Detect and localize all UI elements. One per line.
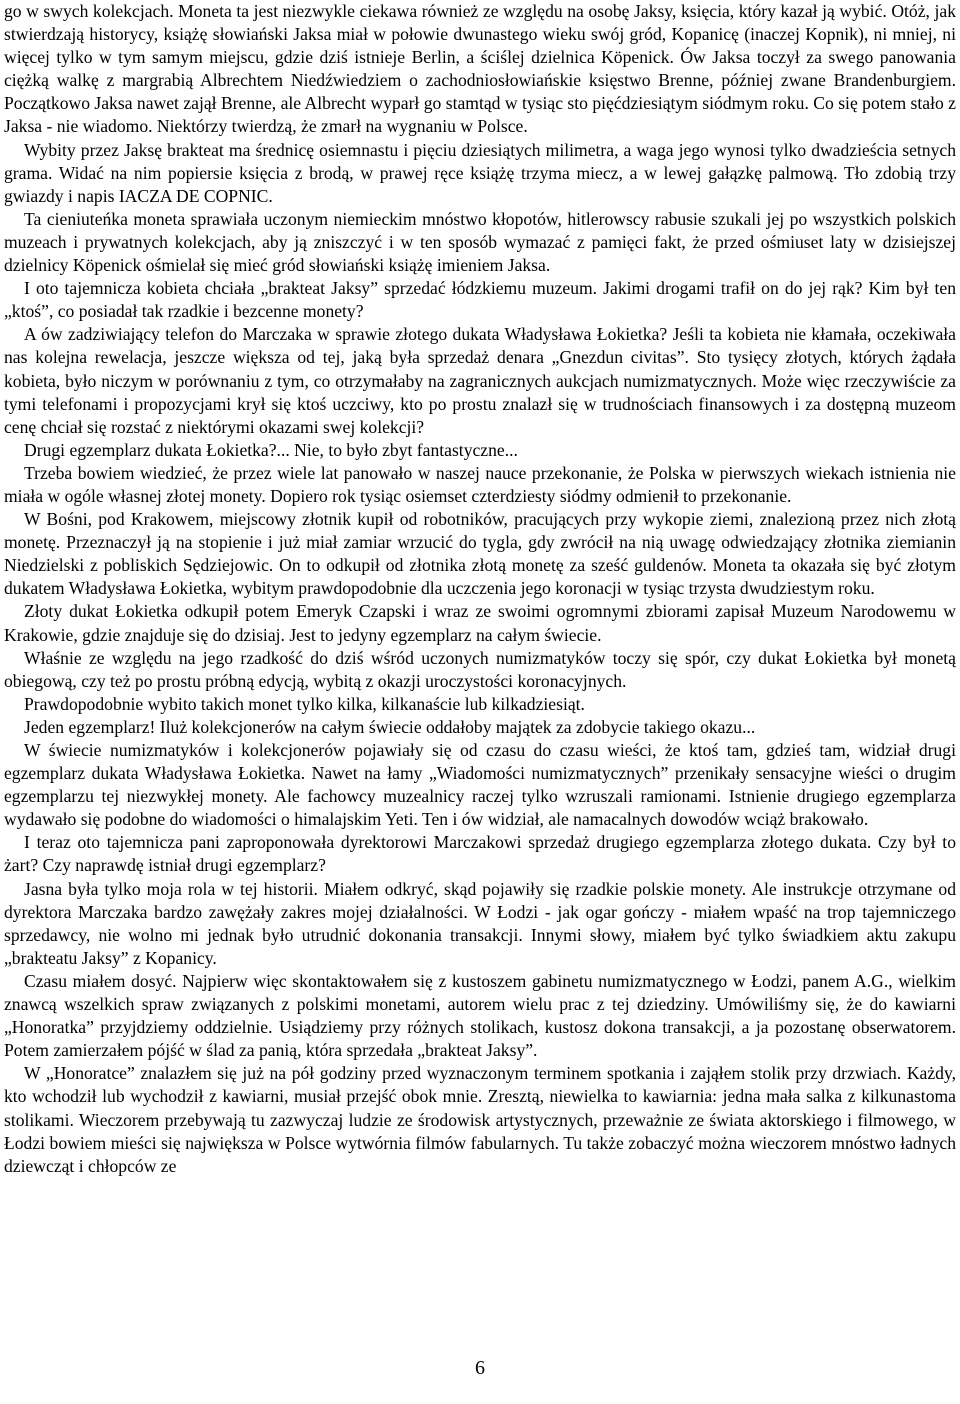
paragraph: Drugi egzemplarz dukata Łokietka?... Nie, to było zbyt fantastyczne... (24, 439, 518, 460)
paragraph: Jasna była tylko moja rola w tej historii. Miałem odkryć, skąd pojawiły się rzadkie polskie monety. Ale instrukcje otrzymane od dyrektora Marczaka bardzo zawężały zakres mojej działalności. W Łodzi - jak ogar gończy - miałem wpaść na trop tajemniczego sprzedawcy, nie wolno mi jednak było utrudnić dokonania transakcji. Innymi słowy, miałem być tylko świadkiem aktu zakupu „brakteatu Jaksy” z Kopanicy. (4, 878, 956, 968)
paragraph: Prawdopodobnie wybito takich monet tylko kilka, kilkanaście lub kilkadziesiąt. (24, 693, 585, 714)
paragraph: W świecie numizmatyków i kolekcjonerów pojawiały się od czasu do czasu wieści, że ktoś tam, gdzieś tam, widział drugi egzemplarz dukata Władysława Łokietka. Nawet na łamy „Wiadomości numizmatycznych” przenikały sensacyjne wieści o drugim egzemplarzu tej niezwykłej monety. Ale fachowcy muzealnicy raczej tylko wzruszali ramionami. Istnienie drugiego egzemplarza wydawało się podobne do wiadomości o himalajskim Yeti. Ten i ów widział, ale namacalnych dowodów wciąż brakowało. (4, 740, 956, 830)
paragraph: A ów zadziwiający telefon do Marczaka w sprawie złotego dukata Władysława Łokietka? Jeśli ta kobieta nie kłamała, oczekiwała nas kolejna rewelacja, jeszcze większa od tej, jaką była sprzedaż denara „Gnezdun civitas”. Sto tysięcy złotych, których żądała kobieta, było niczym w porównaniu z tym, co otrzymałaby na zagranicznych aukcjach numizmatycznych. Może więc rzeczywiście za tymi telefonami i propozycjami krył się ktoś uczciwy, kto po prostu znalazł się w trudnościach finansowych i za dostępną muzeom cenę chciał się rozstać z niektórymi okazami swej kolekcji? (4, 324, 956, 437)
paragraph: Właśnie ze względu na jego rzadkość do dziś wśród uczonych numizmatyków toczy się spór, czy dukat Łokietka był monetą obiegową, czy też po prostu próbną edycją, wybitą z okazji uroczystości koronacyjnych. (4, 647, 956, 691)
paragraph: Złoty dukat Łokietka odkupił potem Emeryk Czapski i wraz ze swoimi ogromnymi zbiorami zapisał Muzeum Narodowemu w Krakowie, gdzie znajduje się do dzisiaj. Jest to jedyny egzemplarz na całym świecie. (4, 601, 956, 645)
paragraph: W Bośni, pod Krakowem, miejscowy złotnik kupił od robotników, pracujących przy wykopie ziemi, znalezioną przez nich złotą monetę. Przeznaczył ją na stopienie i już miał zamiar wrzucić do tygla, gdy zwrócił na nią uwagę odwiedzający złotnika ziemianin Niedzielski z pobliskich Sędziejowic. On to odkupił od złotnika złotą monetę za sześć guldenów. Moneta ta okazała się być złotym dukatem Władysława Łokietka, wybitym prawdopodobnie dla uczczenia jego koronacji w tysiąc trzysta dwudziestym roku. (4, 509, 956, 599)
paragraph: I teraz oto tajemnicza pani zaproponowała dyrektorowi Marczakowi sprzedaż drugiego egzemplarza złotego dukata. Czy był to żart? Czy naprawdę istniał drugi egzemplarz? (4, 832, 956, 876)
paragraph: Jeden egzemplarz! Iluż kolekcjonerów na całym świecie oddałoby majątek za zdobycie takiego okazu... (24, 716, 756, 737)
paragraph: I oto tajemnicza kobieta chciała „brakteat Jaksy” sprzedać łódzkiemu muzeum. Jakimi drogami trafił on do jej rąk? Kim był ten „ktoś”, co posiadał tak rzadkie i bezcenne monety? (4, 278, 956, 322)
page-number: 6 (475, 1357, 485, 1379)
paragraph: go w swych kolekcjach. Moneta ta jest niezwykle ciekawa również ze względu na osobę Jaksy, księcia, który kazał ją wybić. Otóż, jak stwierdzają historycy, książę słowiański Jaksa miał w połowie dwunastego wieku swój gród, Kopanicę (inaczej Kopnik), ni mniej, ni więcej tylko w tym samym miejscu, gdzie dziś istnieje Berlin, a ściślej dzielnica Köpenick. Ów Jaksa toczył za swego panowania ciężką walkę z margrabią Albrechtem Niedźwiedziem o zachodniosłowiańskie księstwo Brenne, później zwane Brandenburgiem. Początkowo Jaksa nawet zajął Brenne, ale Albrecht wyparł go stamtąd w tysiąc sto pięćdziesiątym siódmym roku. Co się potem stało z Jaksa - nie wiadomo. Niektórzy twierdzą, że zmarł na wygnaniu w Polsce. (4, 1, 956, 137)
document-body (4, 0, 956, 1178)
paragraph: Wybity przez Jaksę brakteat ma średnicę osiemnastu i pięciu dziesiątych milimetra, a waga jego wynosi tylko dwadzieścia setnych grama. Widać na nim popiersie księcia z brodą, w prawej ręce książę trzyma miecz, a w lewej gałązkę palmową. Tło zdobią trzy gwiazdy i napis IACZA DE COPNIC. (4, 139, 956, 206)
paragraph: Czasu miałem dosyć. Najpierw więc skontaktowałem się z kustoszem gabinetu numizmatycznego w Łodzi, panem A.G., wielkim znawcą wszelkich spraw związanych z polskimi monetami, autorem wielu prac z tej dziedziny. Umówiliśmy się, że do kawiarni „Honoratka” przyjdziemy oddzielnie. Usiądziemy przy różnych stolikach, kustosz dokona transakcji, a ja pozostanę obserwatorem. Potem zamierzałem pójść w ślad za panią, która sprzedała „brakteat Jaksy”. (4, 970, 956, 1061)
paragraph: Ta cieniuteńka moneta sprawiała uczonym niemieckim mnóstwo kłopotów, hitlerowscy rabusie szukali jej po wszystkich polskich muzeach i prywatnych kolekcjach, aby ją zniszczyć i w ten sposób wymazać z pamięci fakt, że przed ośmiuset laty w dzisiejszej dzielnicy Köpenick ośmielał się mieć gród słowiański książę imieniem Jaksa. (4, 208, 956, 276)
paragraph: Trzeba bowiem wiedzieć, że przez wiele lat panowało w naszej nauce przekonanie, że Polska w pierwszych wiekach istnienia nie miała w ogóle własnej złotej monety. Dopiero rok tysiąc osiemset czterdziesty siódmy odmienił to przekonanie. (4, 462, 956, 506)
paragraph: W „Honoratce” znalazłem się już na pół godziny przed wyznaczonym terminem spotkania i zająłem stolik przy drzwiach. Każdy, kto wchodził lub wychodził z kawiarni, musiał przejść obok mnie. Zresztą, niewielka to kawiarnia: jedna mała salka z kilkunastoma stolikami. Wieczorem przebywają tu zazwyczaj ludzie ze środowisk artystycznych, przeważnie ze świata aktorskiego i filmowego, w Łodzi bowiem mieści się największa w Polsce wytwórnia filmów fabularnych. Tu także zobaczyć można wieczorem mnóstwo ładnych dziewcząt i chłopców ze (4, 1063, 956, 1176)
